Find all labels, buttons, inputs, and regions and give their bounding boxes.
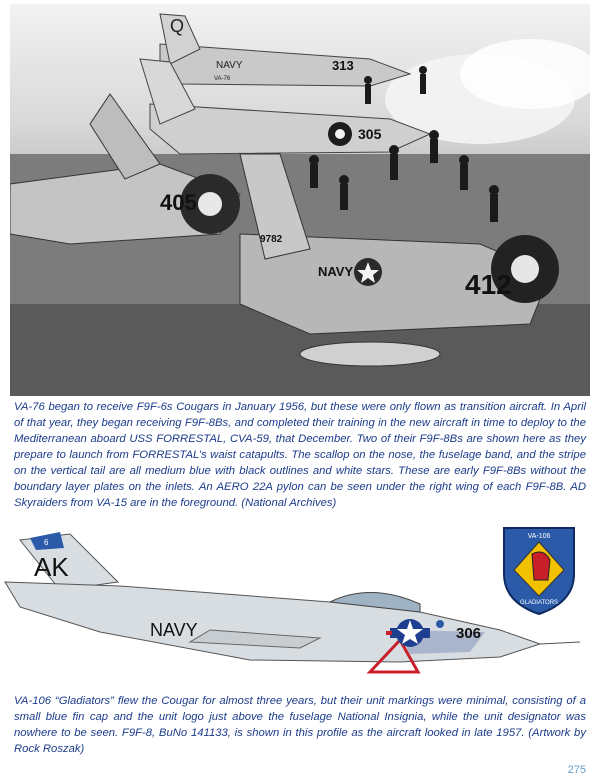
fin-cap-number: 6 [44,538,49,547]
modex-405: 405 [160,190,197,215]
tail-code-top: Q [170,16,185,36]
logo-bottom-text: GLADIATORS [519,600,559,606]
modex-412: 412 [465,269,512,300]
tail-code: AK [34,552,69,582]
buno-fragment: 9782 [260,234,283,245]
fuselage-modex: 306 [456,625,482,642]
tail-small: VA-76 [214,76,231,82]
profile-caption: VA-106 “Gladiators” flew the Cougar for almost three years, but their unit markings were minimal, consisting of a small blue fin cap and the unit logo just above the fuselage National Insignia, while the unit designator was nowhere to be seen. F9F-8, BuNo 141133, is shown in this profile as the aircraft looked in late 1957. (Artwork by Rock Roszak) [14,695,586,755]
pitot-probe [540,642,580,644]
fuselage-unit-logo [436,620,444,628]
va-106-logo [496,524,582,616]
fuselage-navy: NAVY [150,620,198,640]
logo-top-text: VA-106 [527,533,551,540]
carrier-deck-photo [10,4,590,396]
modex-313: 313 [332,58,354,73]
photo-caption: VA-76 began to receive F9F-6s Cougars in January 1956, but these were only flown as transition aircraft. In April of that year, they began receiving F9F-8Bs, and completed their training in the new aircraft in time to deploy to the Mediterranean aboard USS FORRESTAL, CVA-59, that December. Two of their F9F-8Bs are shown here as they prepare to launch from FORRESTAL’s waist catapults. The scallop on the nose, the fuselage band, and the stripe on the vertical tail are all medium blue with black outlines and white stars. These are early F9F-8Bs without the boundary layer plates on the inlets. An AERO 22A pylon can be seen under the right wing of each F9F-8B. AD Skyraiders from VA-15 are in the foreground. (National Archives) [14,401,586,509]
page-number: 275 [567,764,586,776]
insignia-red-stripe [386,631,392,635]
navy-top: NAVY [216,60,243,71]
photo-illustration [10,4,590,396]
modex-305: 305 [358,126,382,142]
navy-foreground: NAVY [318,264,354,279]
gladiator-helmet-icon [532,552,550,580]
